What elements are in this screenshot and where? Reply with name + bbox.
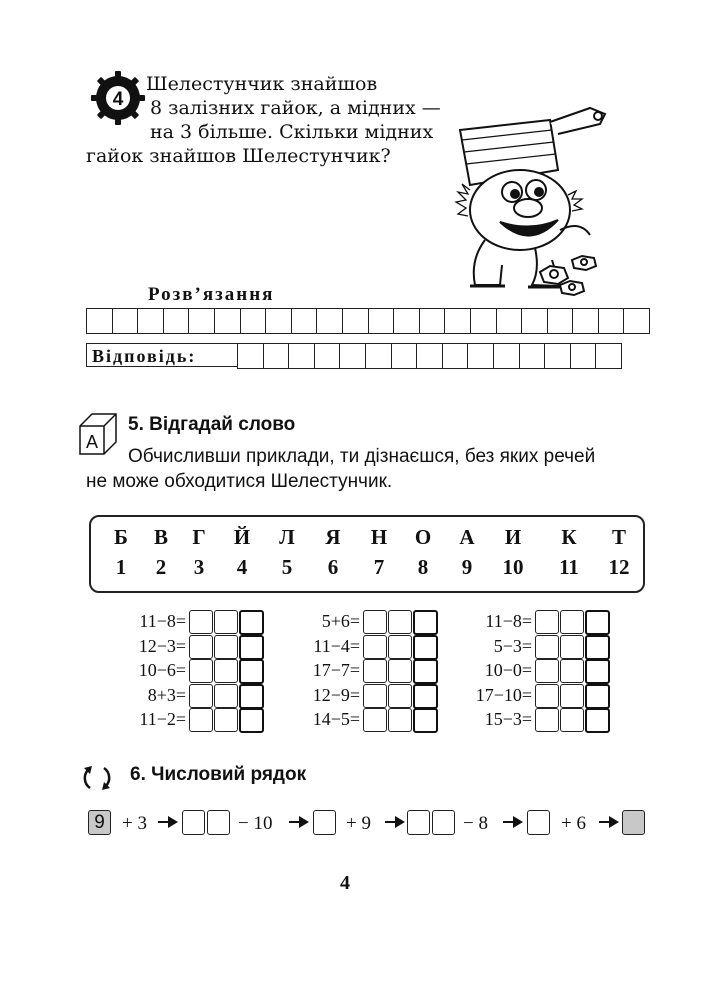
- problem-number-gear-icon: [90, 70, 146, 126]
- digit-answer-cell[interactable]: [535, 684, 559, 708]
- digit-answer-cell[interactable]: [388, 708, 412, 732]
- code-number: 11: [559, 555, 579, 579]
- sequence-answer-cell[interactable]: [207, 810, 230, 835]
- digit-answer-cell[interactable]: [189, 708, 213, 732]
- exercise-expression: 14−5=: [312, 709, 360, 729]
- grid-cell[interactable]: [419, 308, 446, 334]
- digit-answer-cell[interactable]: [189, 659, 213, 683]
- code-letter: Т: [611, 525, 626, 549]
- grid-cell[interactable]: [365, 343, 392, 369]
- sequence-gray-cell: 9: [88, 810, 111, 835]
- character-illustration: [440, 100, 610, 300]
- digit-answer-cell[interactable]: [560, 708, 584, 732]
- sequence-operation: + 6: [561, 813, 586, 834]
- letter-answer-cell[interactable]: [239, 708, 264, 733]
- code-number: 6: [327, 555, 339, 579]
- problem5-text-line2: не може обходитися Шелестунчик.: [86, 471, 393, 492]
- grid-cell[interactable]: [86, 308, 113, 334]
- code-letter: Г: [192, 525, 206, 549]
- digit-answer-cell[interactable]: [535, 659, 559, 683]
- letter-answer-cell[interactable]: [585, 610, 610, 635]
- sequence-answer-cell[interactable]: [527, 810, 550, 835]
- grid-cell[interactable]: [368, 308, 395, 334]
- exercise-expression: 11−8=: [485, 611, 532, 631]
- grid-cell[interactable]: [544, 343, 571, 369]
- problem5-title: 5. Відгадай слово: [128, 414, 296, 435]
- solution-grid[interactable]: [87, 308, 650, 334]
- cube-letter: A: [85, 432, 99, 452]
- digit-answer-cell[interactable]: [214, 708, 238, 732]
- code-letter: Н: [370, 525, 388, 549]
- letter-answer-cell[interactable]: [413, 610, 438, 635]
- letter-answer-cell[interactable]: [413, 659, 438, 684]
- grid-cell[interactable]: [493, 343, 520, 369]
- code-letter: Б: [114, 525, 128, 549]
- grid-cell[interactable]: [393, 308, 420, 334]
- grid-cell[interactable]: [291, 308, 318, 334]
- answer-grid[interactable]: [238, 343, 622, 369]
- grid-cell[interactable]: [595, 343, 622, 369]
- code-number: 3: [193, 555, 205, 579]
- problem4-line: на 3 більше. Скільки мідних: [150, 121, 434, 143]
- answer-label: Відповідь:: [86, 343, 238, 367]
- code-letter: И: [504, 525, 522, 549]
- digit-answer-cell[interactable]: [214, 684, 238, 708]
- problem-number: 4: [112, 89, 124, 110]
- sequence-operation: − 10: [238, 813, 273, 834]
- digit-answer-cell[interactable]: [535, 708, 559, 732]
- digit-answer-cell[interactable]: [214, 659, 238, 683]
- digit-answer-cell[interactable]: [189, 684, 213, 708]
- exercise-expression: 17−10=: [475, 685, 532, 705]
- digit-answer-cell[interactable]: [363, 684, 387, 708]
- digit-answer-cell[interactable]: [560, 610, 584, 634]
- digit-answer-cell[interactable]: [363, 610, 387, 634]
- sequence-gray-cell[interactable]: [622, 810, 645, 835]
- letter-cube-icon: [78, 412, 118, 456]
- grid-cell[interactable]: [442, 343, 469, 369]
- grid-cell[interactable]: [237, 343, 264, 369]
- problem5-text-line1: Обчисливши приклади, ти дізнаєшся, без яких речей: [128, 446, 596, 467]
- grid-cell[interactable]: [521, 308, 548, 334]
- digit-answer-cell[interactable]: [535, 610, 559, 634]
- grid-cell[interactable]: [416, 343, 443, 369]
- exercise-expression: 12−3=: [138, 636, 186, 656]
- exercise-expression: 10−0=: [484, 660, 532, 680]
- exercise-expression: 10−6=: [138, 660, 186, 680]
- digit-answer-cell[interactable]: [214, 610, 238, 634]
- grid-cell[interactable]: [342, 308, 369, 334]
- grid-cell[interactable]: [188, 308, 215, 334]
- problem4-line: Шелестунчик знайшов: [146, 73, 378, 95]
- arrow-right-icon: [157, 814, 179, 830]
- grid-cell[interactable]: [444, 308, 471, 334]
- code-letter: А: [459, 525, 475, 549]
- arrow-right-icon: [502, 814, 524, 830]
- digit-answer-cell[interactable]: [363, 635, 387, 659]
- letter-answer-cell[interactable]: [413, 708, 438, 733]
- letter-answer-cell[interactable]: [585, 659, 610, 684]
- sequence-answer-cell[interactable]: [407, 810, 430, 835]
- letter-answer-cell[interactable]: [585, 684, 610, 709]
- cycle-arrows-icon: [80, 762, 114, 794]
- grid-cell[interactable]: [496, 308, 523, 334]
- sequence-operation: + 9: [346, 813, 371, 834]
- grid-cell[interactable]: [339, 343, 366, 369]
- digit-answer-cell[interactable]: [363, 659, 387, 683]
- digit-answer-cell[interactable]: [363, 708, 387, 732]
- grid-cell[interactable]: [288, 343, 315, 369]
- exercise-expression: 5+6=: [321, 611, 360, 631]
- letter-code-table: [89, 515, 645, 593]
- exercise-expression: 12−9=: [312, 685, 360, 705]
- code-number: 10: [502, 555, 524, 579]
- digit-answer-cell[interactable]: [560, 659, 584, 683]
- code-number: 12: [608, 555, 630, 579]
- sequence-answer-cell[interactable]: [432, 810, 455, 835]
- digit-answer-cell[interactable]: [388, 635, 412, 659]
- sequence-answer-cell[interactable]: [313, 810, 336, 835]
- grid-cell[interactable]: [112, 308, 139, 334]
- code-number: 7: [373, 555, 385, 579]
- solution-label: Розв’язання: [148, 284, 275, 305]
- problem4-line: 8 залізних гайок, а мідних —: [150, 97, 441, 119]
- grid-cell[interactable]: [263, 343, 290, 369]
- digit-answer-cell[interactable]: [388, 659, 412, 683]
- grid-cell[interactable]: [214, 308, 241, 334]
- grid-cell[interactable]: [240, 308, 267, 334]
- problem4-line: гайок знайшов Шелестунчик?: [86, 145, 391, 167]
- exercise-expression: 11−8=: [139, 611, 186, 631]
- arrow-right-icon: [288, 814, 310, 830]
- code-number: 5: [281, 555, 293, 579]
- grid-cell[interactable]: [519, 343, 546, 369]
- digit-answer-cell[interactable]: [388, 610, 412, 634]
- grid-cell[interactable]: [470, 308, 497, 334]
- letter-answer-cell[interactable]: [585, 708, 610, 733]
- exercise-expression: 17−7=: [312, 660, 360, 680]
- code-number: 4: [236, 555, 248, 579]
- grid-cell[interactable]: [137, 308, 164, 334]
- problem6-title: 6. Числовий рядок: [130, 764, 307, 785]
- grid-cell[interactable]: [314, 343, 341, 369]
- exercise-expression: 15−3=: [484, 709, 532, 729]
- digit-answer-cell[interactable]: [560, 635, 584, 659]
- arrow-right-icon: [598, 814, 620, 830]
- grid-cell[interactable]: [467, 343, 494, 369]
- exercise-expression: 11−2=: [139, 709, 186, 729]
- letter-answer-cell[interactable]: [239, 659, 264, 684]
- digit-answer-cell[interactable]: [214, 635, 238, 659]
- grid-cell[interactable]: [598, 308, 625, 334]
- page-number: 4: [340, 872, 350, 894]
- code-number: 1: [115, 555, 127, 579]
- grid-cell[interactable]: [623, 308, 650, 334]
- code-number: 2: [155, 555, 167, 579]
- grid-cell[interactable]: [265, 308, 292, 334]
- grid-cell[interactable]: [391, 343, 418, 369]
- code-letter: К: [561, 525, 577, 549]
- letter-answer-cell[interactable]: [239, 684, 264, 709]
- arrow-right-icon: [384, 814, 406, 830]
- letter-answer-cell[interactable]: [413, 684, 438, 709]
- grid-cell[interactable]: [316, 308, 343, 334]
- digit-answer-cell[interactable]: [189, 635, 213, 659]
- exercise-expression: 5−3=: [493, 636, 532, 656]
- letter-answer-cell[interactable]: [413, 635, 438, 660]
- code-letter: Л: [279, 525, 295, 549]
- code-letter: Й: [233, 525, 251, 549]
- code-number: 9: [461, 555, 473, 579]
- digit-answer-cell[interactable]: [189, 610, 213, 634]
- exercise-expression: 11−4=: [313, 636, 360, 656]
- digit-answer-cell[interactable]: [535, 635, 559, 659]
- letter-answer-cell[interactable]: [239, 610, 264, 635]
- exercise-expression: 8+3=: [147, 685, 186, 705]
- letter-answer-cell[interactable]: [585, 635, 610, 660]
- letter-answer-cell[interactable]: [239, 635, 264, 660]
- code-letter: О: [414, 525, 432, 549]
- grid-cell[interactable]: [547, 308, 574, 334]
- digit-answer-cell[interactable]: [388, 684, 412, 708]
- digit-answer-cell[interactable]: [560, 684, 584, 708]
- code-letter: Я: [325, 525, 341, 549]
- grid-cell[interactable]: [570, 343, 597, 369]
- grid-cell[interactable]: [163, 308, 190, 334]
- sequence-answer-cell[interactable]: [182, 810, 205, 835]
- code-number: 8: [417, 555, 429, 579]
- code-letter: В: [153, 525, 168, 549]
- grid-cell[interactable]: [572, 308, 599, 334]
- sequence-operation: + 3: [122, 813, 147, 834]
- sequence-operation: − 8: [463, 813, 488, 834]
